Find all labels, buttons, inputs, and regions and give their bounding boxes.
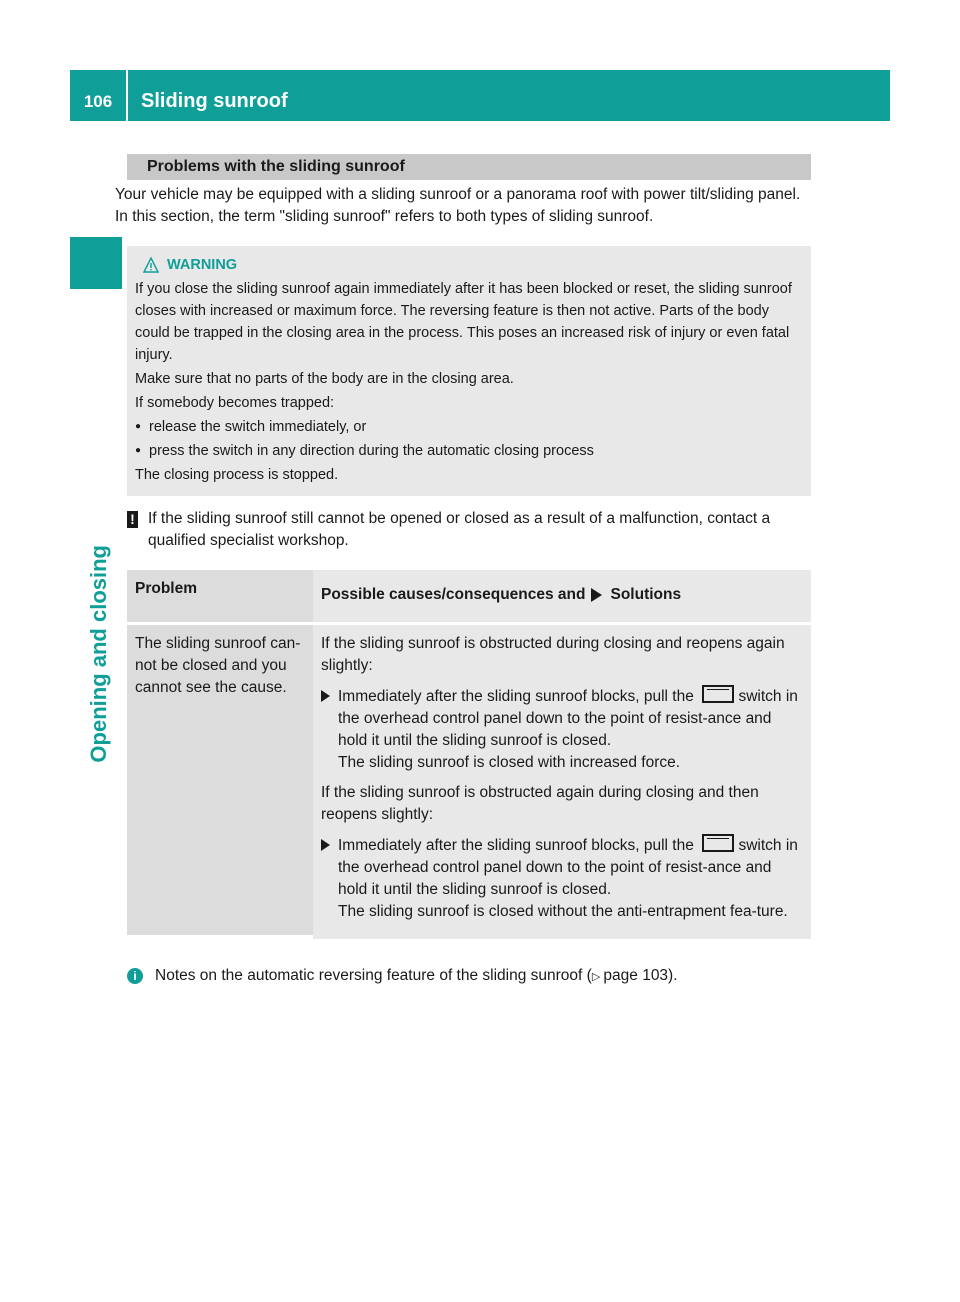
page-ref-arrow-icon: ▷ (591, 971, 601, 983)
step-arrow-icon (321, 690, 330, 702)
list-item (135, 440, 803, 462)
column-header-problem: Problem (127, 570, 313, 622)
column-header-solutions (313, 570, 811, 622)
list-item (135, 416, 803, 438)
bullet-icon: ● (135, 445, 142, 456)
play-arrow-icon (591, 588, 602, 602)
step-arrow-icon (321, 839, 330, 851)
warning-box (127, 246, 811, 496)
warning-text: The closing process is stopped. (135, 467, 339, 483)
exclamation-icon: ! (127, 511, 138, 528)
info-note (127, 965, 811, 988)
notice-text: If the sliding sunroof still cannot be opened or closed as a result of a malfunction, contact a qualified specialist workshop. (148, 510, 771, 549)
step-text: switch in the overhead control panel down to the point of resist-ance and hold it until the sliding sunroof is closed. (338, 837, 798, 898)
info-text (155, 965, 678, 988)
sunroof-switch-icon (702, 834, 734, 852)
sunroof-switch-icon (702, 685, 734, 703)
list-item-text: release the switch immediately, or (149, 419, 367, 435)
problem-cell: The sliding sunroof can-not be closed and you cannot see the cause. (127, 622, 313, 935)
step-result: The sliding sunroof is closed without the anti-entrapment fea-ture. (338, 903, 788, 920)
warning-triangle-icon (143, 257, 159, 273)
header-divider (126, 70, 128, 121)
warning-text: If somebody becomes trapped: (135, 395, 335, 411)
warning-title (143, 254, 803, 276)
column-header-text: Solutions (610, 586, 682, 603)
case-text: If the sliding sunroof is obstructed during closing and reopens again slightly: (321, 635, 785, 674)
column-header-text: Possible causes/consequences and (321, 586, 586, 603)
warning-label: WARNING (167, 257, 238, 273)
solutions-cell (313, 622, 811, 939)
warning-text: If you close the sliding sunroof again immediately after it has been blocked or reset, the sliding sunroof closes with increased or maximum force. The reversing feature is then not active. Parts of the body could be trapped in the closing area in the process. This poses an increased risk of injury or even fatal injury. (135, 281, 792, 363)
step-result: The sliding sunroof is closed with increased force. (338, 754, 681, 771)
info-icon: i (127, 968, 143, 984)
page-title: Sliding sunroof (141, 90, 288, 112)
section-heading: Problems with the sliding sunroof (127, 154, 811, 180)
info-text-part: Notes on the automatic reversing feature of the sliding sunroof ( (155, 967, 592, 984)
case-text: If the sliding sunroof is obstructed again during closing and then reopens slightly: (321, 784, 759, 823)
chapter-label: Opening and closing (86, 545, 111, 763)
bullet-icon: ● (135, 421, 142, 432)
page-reference-link[interactable]: page 103). (603, 967, 678, 984)
intro-paragraph: Your vehicle may be equipped with a sliding sunroof or a panorama roof with power tilt/sliding panel. In this section, the term "sliding sunroof" refers to both types of sliding sunroof. (115, 186, 801, 225)
notice (127, 508, 811, 552)
step-text: Immediately after the sliding sunroof blocks, pull the (338, 688, 694, 705)
troubleshooting-table (127, 570, 811, 939)
step-text: Immediately after the sliding sunroof blocks, pull the (338, 837, 694, 854)
list-item-text: press the switch in any direction during the automatic closing process (149, 443, 594, 459)
instruction-step (321, 834, 803, 923)
step-text: switch in the overhead control panel down to the point of resist-ance and hold it until the sliding sunroof is closed. (338, 688, 798, 749)
main-content (115, 154, 811, 988)
page-number: 106 (83, 92, 113, 111)
warning-text: Make sure that no parts of the body are in the closing area. (135, 371, 514, 387)
instruction-step (321, 685, 803, 774)
